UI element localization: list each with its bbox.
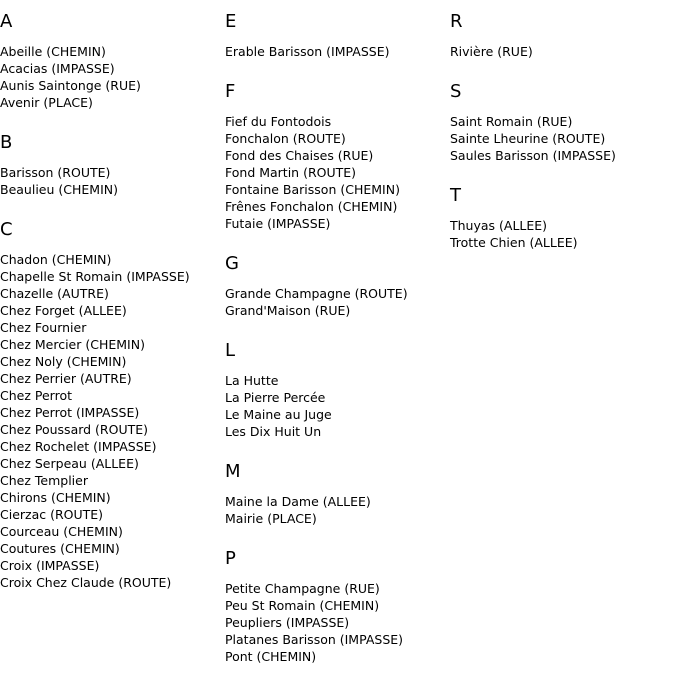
letter-section [225,340,445,440]
street-list-item: Peu St Romain (CHEMIN) [225,598,380,613]
section-spacer [225,527,445,548]
street-list-item: Chez Perrier (AUTRE) [0,371,132,386]
street-list-item: Futaie (IMPASSE) [225,216,331,231]
street-list [450,43,670,60]
street-list-item: Thuyas (ALLEE) [450,218,548,233]
section-letter-heading: L [225,340,236,361]
street-list-item: Frênes Fonchalon (CHEMIN) [225,199,398,214]
section-letter-heading: C [0,219,13,240]
section-spacer [0,111,220,132]
street-list-item: Le Maine au Juge [225,407,332,422]
section-letter-heading: M [225,461,241,482]
street-list-item: La Hutte [225,373,279,388]
section-spacer [225,440,445,461]
street-list-item: Fond Martin (ROUTE) [225,165,357,180]
street-list-item: Chez Mercier (CHEMIN) [0,337,145,352]
street-list [450,113,670,164]
letter-section [225,253,445,319]
street-list-item: Fonchalon (ROUTE) [225,131,346,146]
street-list-item: Grande Champagne (ROUTE) [225,286,408,301]
street-list-item: Les Dix Huit Un [225,424,322,439]
section-spacer [450,60,670,81]
street-list-item: Cierzac (ROUTE) [0,507,104,522]
street-list-item: Croix (IMPASSE) [0,558,100,573]
street-list-item: Petite Champagne (RUE) [225,581,380,596]
street-list-item: Saint Romain (RUE) [450,114,573,129]
section-letter-heading: T [450,185,461,206]
section-spacer [0,198,220,219]
street-list-item: Abeille (CHEMIN) [0,44,106,59]
letter-section [225,548,445,665]
street-list [225,493,445,527]
street-list-item: Chirons (CHEMIN) [0,490,111,505]
street-list-item: Courceau (CHEMIN) [0,524,123,539]
section-spacer [225,60,445,81]
index-column-2 [225,11,445,665]
letter-section [225,461,445,527]
index-column-1 [0,11,220,591]
street-list-item: Rivière (RUE) [450,44,533,59]
street-list-item: Fief du Fontodois [225,114,332,129]
street-list [0,164,220,198]
street-list-item: Trotte Chien (ALLEE) [450,235,578,250]
street-list-item: La Pierre Percée [225,390,326,405]
section-letter-heading: F [225,81,236,102]
letter-section [450,81,670,164]
section-spacer [450,164,670,185]
street-list-item: Chez Rochelet (IMPASSE) [0,439,157,454]
section-letter-heading: R [450,11,463,32]
section-letter-heading: S [450,81,462,102]
street-list-item: Chadon (CHEMIN) [0,252,112,267]
section-letter-heading: B [0,132,13,153]
street-list-item: Maine la Dame (ALLEE) [225,494,371,509]
street-list-item: Chez Forget (ALLEE) [0,303,127,318]
letter-section [450,11,670,60]
street-list-item: Acacias (IMPASSE) [0,61,115,76]
street-list [0,43,220,111]
street-list-item: Chez Poussard (ROUTE) [0,422,149,437]
street-list-item: Coutures (CHEMIN) [0,541,120,556]
street-list-item: Chazelle (AUTRE) [0,286,109,301]
street-list-item: Chez Serpeau (ALLEE) [0,456,139,471]
street-list [225,372,445,440]
street-list-item: Chez Perrot (IMPASSE) [0,405,140,420]
street-list [225,580,445,665]
street-list-item: Croix Chez Claude (ROUTE) [0,575,172,590]
section-letter-heading: E [225,11,237,32]
section-letter-heading: G [225,253,239,274]
letter-section [225,81,445,232]
street-list [225,113,445,232]
street-list-item: Chapelle St Romain (IMPASSE) [0,269,190,284]
section-letter-heading: P [225,548,236,569]
street-list-item: Erable Barisson (IMPASSE) [225,44,390,59]
letter-section [450,185,670,251]
street-list-item: Saules Barisson (IMPASSE) [450,148,616,163]
street-list-item: Platanes Barisson (IMPASSE) [225,632,404,647]
street-list-item: Avenir (PLACE) [0,95,93,110]
street-list-item: Aunis Saintonge (RUE) [0,78,141,93]
street-list [225,285,445,319]
letter-section [0,132,220,198]
street-list-item: Peupliers (IMPASSE) [225,615,350,630]
letter-section [0,11,220,111]
letter-section [225,11,445,60]
street-list-item: Grand'Maison (RUE) [225,303,351,318]
street-list-item: Sainte Lheurine (ROUTE) [450,131,606,146]
street-list-item: Pont (CHEMIN) [225,649,317,664]
section-spacer [225,319,445,340]
street-list-item: Mairie (PLACE) [225,511,317,526]
street-list-item: Chez Noly (CHEMIN) [0,354,127,369]
section-letter-heading: A [0,11,13,32]
street-list-item: Chez Perrot [0,388,72,403]
street-list-item: Barisson (ROUTE) [0,165,111,180]
street-list-item: Chez Fournier [0,320,87,335]
street-list [450,217,670,251]
street-list-item: Fond des Chaises (RUE) [225,148,374,163]
street-list [225,43,445,60]
section-spacer [225,232,445,253]
street-list-item: Beaulieu (CHEMIN) [0,182,118,197]
street-list-item: Fontaine Barisson (CHEMIN) [225,182,400,197]
letter-section [0,219,220,591]
index-column-3 [450,11,670,251]
street-list [0,251,220,591]
street-list-item: Chez Templier [0,473,88,488]
